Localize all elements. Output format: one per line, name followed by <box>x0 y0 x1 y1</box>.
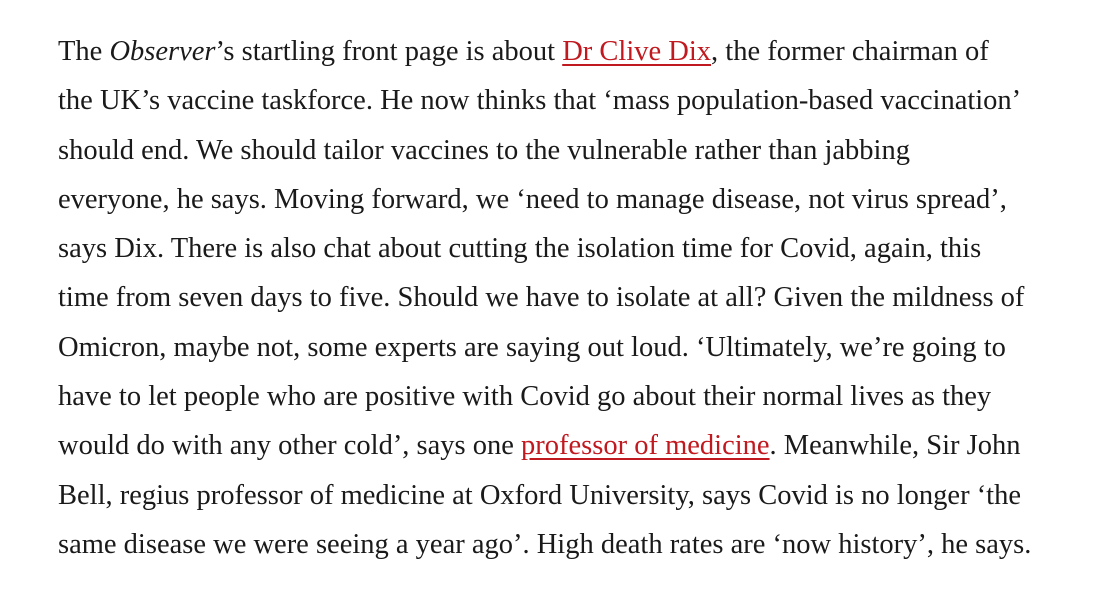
dr-clive-dix-link[interactable]: Dr Clive Dix <box>562 36 712 67</box>
paragraph-line-9 <box>58 421 1058 470</box>
line-text-suffix: , the former chairman of <box>711 36 989 67</box>
line-text-middle: ’s startling front page is about <box>215 36 563 67</box>
paragraph-line-7: Omicron, maybe not, some experts are saying out loud. ‘Ultimately, we’re going to <box>58 331 1006 363</box>
paragraph-line-2: the UK’s vaccine taskforce. He now thinks that ‘mass population-based vaccination’ <box>58 85 1022 117</box>
paragraph-line-1 <box>58 27 1058 76</box>
paragraph-line-8: have to let people who are positive with Covid go about their normal lives as they <box>58 381 992 413</box>
article-paragraph <box>58 27 1058 569</box>
publication-name: Observer <box>109 36 216 67</box>
paragraph-line-6: time from seven days to five. Should we have to isolate at all? Given the mildness of <box>58 282 1025 314</box>
line-text-suffix: . Meanwhile, Sir John <box>769 430 1021 462</box>
paragraph-line-5: says Dix. There is also chat about cutting the isolation time for Covid, again, this <box>58 233 982 265</box>
paragraph-line-3: should end. We should tailor vaccines to the vulnerable rather than jabbing <box>58 134 910 166</box>
paragraph-line-11: same disease we were seeing a year ago’. High death rates are ‘now history’, he says. <box>58 528 1032 560</box>
line-text-prefix: would do with any other cold’, says one <box>58 430 522 462</box>
line-text-prefix: The <box>58 36 110 67</box>
professor-of-medicine-link[interactable]: professor of medicine <box>521 430 770 462</box>
paragraph-line-4: everyone, he says. Moving forward, we ‘need to manage disease, not virus spread’, <box>58 183 1007 215</box>
paragraph-line-10: Bell, regius professor of medicine at Oxford University, says Covid is no longer ‘the <box>58 479 1022 511</box>
